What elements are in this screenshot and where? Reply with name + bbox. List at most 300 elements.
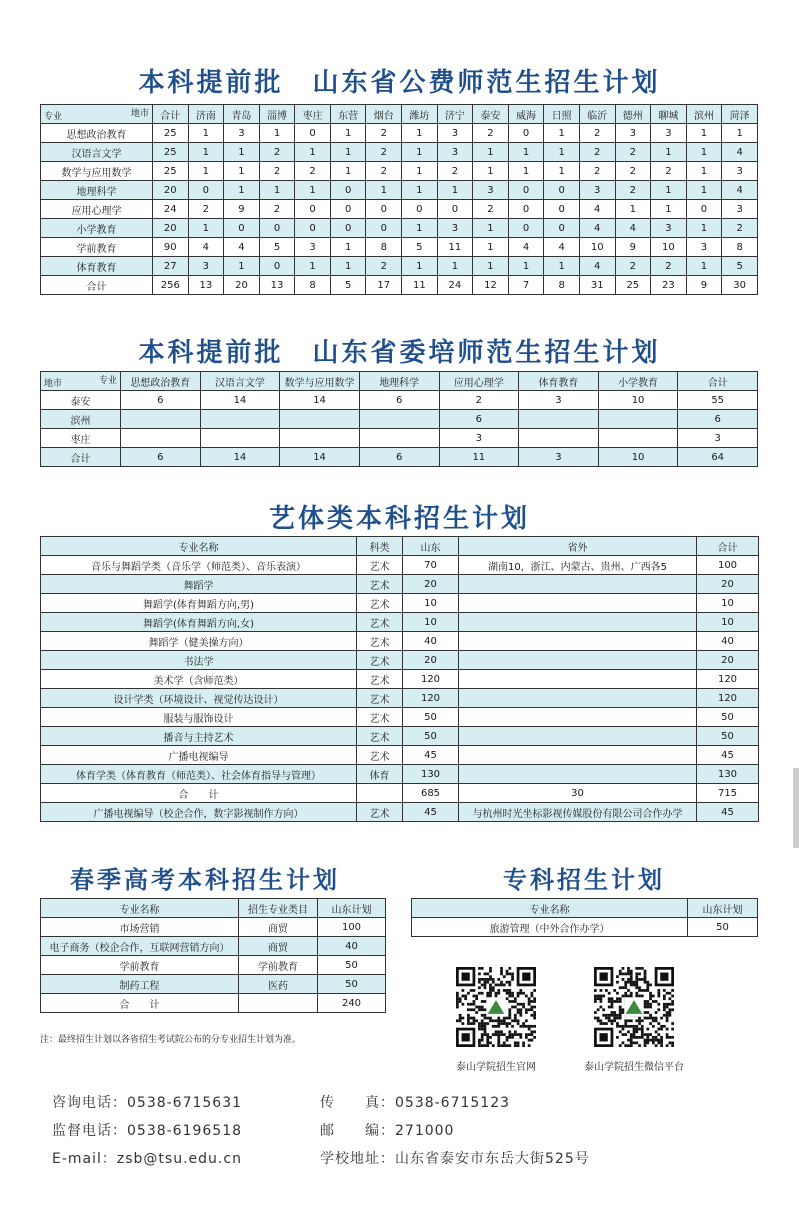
supervise-phone: 监督电话：0538-6196518	[52, 1123, 243, 1139]
table-cell: 1	[508, 257, 544, 276]
table-cell: 1	[188, 143, 224, 162]
table-cell: 1	[473, 219, 509, 238]
zip-code: 邮 编：271000	[320, 1123, 455, 1139]
table-cell: 1	[544, 257, 580, 276]
qr-label-wechat: 泰山学院招生微信平台	[584, 1062, 684, 1073]
table-cell: 8	[295, 276, 331, 295]
table-cell: 2	[579, 124, 615, 143]
table-cell: 0	[544, 200, 580, 219]
table-cell: 服装与服饰设计	[41, 708, 357, 727]
table-cell: 3	[295, 238, 331, 257]
table-cell: 1	[224, 162, 260, 181]
table-cell: 0	[330, 219, 366, 238]
commissioned-normal-plan-table	[40, 371, 758, 467]
section3-title: 艺体类本科招生计划	[268, 504, 530, 534]
table-cell: 0	[295, 219, 331, 238]
table-cell: 5	[402, 238, 438, 257]
table-row	[41, 448, 758, 467]
table-cell: 2	[615, 143, 651, 162]
table-cell: 3	[224, 124, 260, 143]
table-row	[41, 803, 759, 822]
table-cell: 12	[473, 276, 509, 295]
table-cell: 1	[686, 257, 722, 276]
table-cell: 14	[200, 391, 280, 410]
table-cell: 电子商务（校企合作，互联网营销方向）	[41, 937, 239, 956]
table-cell: 3	[439, 429, 519, 448]
table-cell: 5	[330, 276, 366, 295]
table-cell: 2	[615, 162, 651, 181]
table-cell: 14	[280, 391, 360, 410]
table-cell: 0	[508, 124, 544, 143]
section2-title: 本科提前批 山东省委培师范生招生计划	[138, 338, 661, 368]
row-label: 应用心理学	[41, 200, 153, 219]
table-cell	[121, 429, 201, 448]
table-cell: 1	[651, 143, 687, 162]
table-row	[41, 200, 758, 219]
table-row	[41, 651, 759, 670]
table-cell: 4	[722, 181, 758, 200]
column-header: 济南	[188, 105, 224, 124]
table-cell: 8	[544, 276, 580, 295]
table-cell: 20	[403, 651, 459, 670]
table-cell: 0	[544, 181, 580, 200]
table-cell: 1	[686, 124, 722, 143]
junior-college-plan-table	[411, 898, 758, 937]
table-cell: 120	[403, 689, 459, 708]
table-cell: 1	[366, 181, 402, 200]
column-header: 专业名称	[41, 899, 239, 918]
table-cell: 45	[697, 803, 759, 822]
table-cell: 4	[508, 238, 544, 257]
table-cell: 3	[722, 162, 758, 181]
table-cell: 31	[579, 276, 615, 295]
column-header: 数学与应用数学	[280, 372, 360, 391]
table-cell: 艺术	[357, 575, 403, 594]
table-cell: 1	[330, 162, 366, 181]
table-cell: 50	[318, 956, 386, 975]
table-cell: 50	[697, 708, 759, 727]
table-cell: 1	[259, 124, 295, 143]
row-label: 数学与应用数学	[41, 162, 153, 181]
table-cell: 3	[519, 448, 599, 467]
table-cell: 1	[295, 143, 331, 162]
row-label: 合计	[41, 276, 153, 295]
table-cell: 0	[544, 219, 580, 238]
table-cell	[459, 613, 697, 632]
table-cell: 制药工程	[41, 975, 239, 994]
table-cell: 10	[598, 448, 678, 467]
table-cell: 6	[121, 448, 201, 467]
table-cell: 1	[330, 238, 366, 257]
table-cell: 1	[188, 219, 224, 238]
table-cell: 14	[280, 448, 360, 467]
table-row	[41, 391, 758, 410]
table-cell: 17	[366, 276, 402, 295]
table-row	[41, 594, 759, 613]
table-cell: 艺术	[357, 613, 403, 632]
table-row	[41, 181, 758, 200]
table-cell: 6	[121, 391, 201, 410]
table-row	[41, 746, 759, 765]
table-cell: 2	[259, 200, 295, 219]
table-cell: 25	[615, 276, 651, 295]
table-cell: 1	[437, 257, 473, 276]
row-label: 小学教育	[41, 219, 153, 238]
table-cell: 20	[697, 575, 759, 594]
table-cell: 学前教育	[41, 956, 239, 975]
table-row	[41, 937, 386, 956]
email: E-mail：zsb@tsu.edu.cn	[52, 1151, 242, 1167]
column-header: 潍坊	[402, 105, 438, 124]
table-cell: 旅游管理（中外合作办学）	[412, 918, 688, 937]
table-cell: 13	[188, 276, 224, 295]
table-row	[41, 410, 758, 429]
table-cell: 0	[224, 219, 260, 238]
table-cell: 0	[402, 200, 438, 219]
table-cell: 70	[403, 556, 459, 575]
table-cell	[459, 632, 697, 651]
table-cell: 0	[259, 219, 295, 238]
table-cell: 1	[402, 124, 438, 143]
column-header: 山东计划	[318, 899, 386, 918]
table-row	[41, 613, 759, 632]
table-cell: 医药	[239, 975, 318, 994]
table-cell	[459, 727, 697, 746]
table-cell: 10	[598, 391, 678, 410]
table-cell: 30	[722, 276, 758, 295]
table-cell: 设计学类（环境设计、视觉传达设计）	[41, 689, 357, 708]
table-cell: 艺术	[357, 727, 403, 746]
table-cell: 6	[359, 391, 439, 410]
table-cell: 7	[508, 276, 544, 295]
table-cell: 1	[544, 162, 580, 181]
table-cell: 20	[224, 276, 260, 295]
table-cell	[459, 746, 697, 765]
table-cell: 1	[259, 181, 295, 200]
column-header: 济宁	[437, 105, 473, 124]
table-cell: 0	[686, 200, 722, 219]
column-header: 合计	[697, 537, 759, 556]
table-cell	[459, 651, 697, 670]
table-cell: 3	[615, 124, 651, 143]
table-cell: 2	[615, 257, 651, 276]
table-cell: 130	[697, 765, 759, 784]
table-row	[41, 556, 759, 575]
column-header: 枣庄	[295, 105, 331, 124]
table-cell: 艺术	[357, 651, 403, 670]
table-cell: 45	[697, 746, 759, 765]
table-cell	[239, 994, 318, 1013]
table-cell: 2	[722, 219, 758, 238]
table-cell: 4	[579, 257, 615, 276]
art-sports-plan-table	[40, 536, 759, 822]
qr-code-official-site[interactable]	[456, 967, 536, 1047]
table-cell: 1	[330, 143, 366, 162]
qr-label-official-site: 泰山学院招生官网	[456, 1062, 536, 1073]
table-row	[41, 162, 758, 181]
table-cell: 学前教育	[239, 956, 318, 975]
table-cell: 100	[318, 918, 386, 937]
table-row	[41, 575, 759, 594]
table-cell: 2	[295, 162, 331, 181]
column-header: 山东计划	[688, 899, 758, 918]
table-cell: 20	[153, 219, 189, 238]
table-cell: 3	[722, 200, 758, 219]
column-header: 小学教育	[598, 372, 678, 391]
table-cell: 20	[153, 181, 189, 200]
column-header: 应用心理学	[439, 372, 519, 391]
table-row	[41, 632, 759, 651]
table-cell: 1	[402, 162, 438, 181]
table-cell: 商贸	[239, 918, 318, 937]
column-header: 专业名称	[412, 899, 688, 918]
table-cell: 45	[403, 746, 459, 765]
row-label: 体育教育	[41, 257, 153, 276]
table-cell: 1	[722, 124, 758, 143]
table-cell: 1	[651, 181, 687, 200]
table-cell: 9	[224, 200, 260, 219]
table-cell: 1	[402, 257, 438, 276]
table-cell: 0	[259, 257, 295, 276]
table-cell: 2	[188, 200, 224, 219]
table-cell: 3	[473, 181, 509, 200]
column-header: 滨州	[686, 105, 722, 124]
table-corner-cell	[41, 105, 153, 124]
table-cell: 11	[437, 238, 473, 257]
column-header: 地理科学	[359, 372, 439, 391]
table-cell: 10	[697, 613, 759, 632]
table-cell: 1	[402, 143, 438, 162]
table-cell: 3	[651, 124, 687, 143]
table-cell: 20	[403, 575, 459, 594]
table-cell: 艺术	[357, 708, 403, 727]
table-cell: 3	[519, 391, 599, 410]
table-cell: 1	[224, 143, 260, 162]
public-normal-plan-table	[40, 104, 758, 295]
column-header: 汉语言文学	[200, 372, 280, 391]
table-cell	[598, 429, 678, 448]
column-header: 专业名称	[41, 537, 357, 556]
table-row	[41, 670, 759, 689]
column-header: 威海	[508, 105, 544, 124]
table-cell	[459, 689, 697, 708]
table-cell: 湖南10，浙江、内蒙古、贵州、广西各5	[459, 556, 697, 575]
section4-title: 春季高考本科招生计划	[70, 866, 340, 894]
table-row	[41, 975, 386, 994]
table-cell: 0	[330, 181, 366, 200]
table-cell: 艺术	[357, 632, 403, 651]
table-cell: 4	[579, 200, 615, 219]
table-cell: 55	[678, 391, 758, 410]
table-row	[41, 708, 759, 727]
table-cell: 市场营销	[41, 918, 239, 937]
table-cell: 4	[544, 238, 580, 257]
table-cell: 4	[615, 219, 651, 238]
table-cell: 30	[459, 784, 697, 803]
table-cell: 1	[330, 124, 366, 143]
table-cell: 2	[366, 124, 402, 143]
corner-label-top: 地市	[130, 109, 149, 119]
table-row	[41, 124, 758, 143]
table-cell: 体育	[357, 765, 403, 784]
table-row	[41, 765, 759, 784]
table-cell: 6	[439, 410, 519, 429]
column-header: 体育教育	[519, 372, 599, 391]
table-row	[41, 994, 386, 1013]
table-cell	[359, 410, 439, 429]
table-cell: 50	[688, 918, 758, 937]
table-cell: 3	[686, 238, 722, 257]
table-cell: 685	[403, 784, 459, 803]
table-cell: 0	[508, 219, 544, 238]
table-cell: 25	[153, 143, 189, 162]
table-row	[41, 727, 759, 746]
table-cell: 1	[473, 238, 509, 257]
column-header: 合计	[153, 105, 189, 124]
table-cell: 3	[651, 219, 687, 238]
table-row	[41, 257, 758, 276]
table-cell: 2	[579, 143, 615, 162]
table-cell	[519, 429, 599, 448]
table-cell: 1	[473, 162, 509, 181]
table-cell: 体育学类（体育教育（师范类）、社会体育指导与管理）	[41, 765, 357, 784]
table-cell: 1	[330, 257, 366, 276]
table-cell: 1	[295, 181, 331, 200]
table-cell: 2	[366, 143, 402, 162]
table-cell	[598, 410, 678, 429]
table-cell: 1	[402, 181, 438, 200]
corner-label-bottom: 地市	[44, 379, 63, 389]
table-cell: 120	[697, 670, 759, 689]
table-cell: 40	[318, 937, 386, 956]
table-cell: 0	[366, 200, 402, 219]
table-cell: 1	[402, 219, 438, 238]
row-label: 学前教育	[41, 238, 153, 257]
section1-title: 本科提前批 山东省公费师范生招生计划	[138, 68, 661, 98]
table-cell: 3	[437, 143, 473, 162]
table-cell: 商贸	[239, 937, 318, 956]
table-cell: 90	[153, 238, 189, 257]
row-label: 地理科学	[41, 181, 153, 200]
table-cell: 1	[686, 181, 722, 200]
qr-code-wechat[interactable]	[594, 967, 674, 1047]
table-cell: 0	[330, 200, 366, 219]
table-cell: 合 计	[41, 784, 357, 803]
table-cell: 9	[686, 276, 722, 295]
table-cell: 14	[200, 448, 280, 467]
table-row	[41, 689, 759, 708]
table-cell: 1	[544, 143, 580, 162]
table-cell: 45	[403, 803, 459, 822]
table-cell: 6	[359, 448, 439, 467]
table-cell: 广播电视编导（校企合作，数字影视制作方向）	[41, 803, 357, 822]
table-cell: 24	[437, 276, 473, 295]
table-cell: 10	[651, 238, 687, 257]
section5-title: 专科招生计划	[503, 866, 665, 894]
column-header: 日照	[544, 105, 580, 124]
spring-exam-plan-table	[40, 898, 386, 1013]
table-cell: 1	[615, 200, 651, 219]
table-cell: 1	[686, 162, 722, 181]
table-cell	[357, 784, 403, 803]
table-cell: 1	[295, 257, 331, 276]
table-cell: 120	[403, 670, 459, 689]
table-cell: 50	[403, 727, 459, 746]
table-cell: 1	[508, 162, 544, 181]
column-header: 山东	[403, 537, 459, 556]
table-cell: 2	[366, 162, 402, 181]
table-cell: 美术学（含师范类）	[41, 670, 357, 689]
table-cell: 6	[678, 410, 758, 429]
column-header: 淄博	[259, 105, 295, 124]
table-cell: 0	[508, 181, 544, 200]
table-row	[41, 429, 758, 448]
table-cell: 715	[697, 784, 759, 803]
table-corner-cell	[41, 372, 121, 391]
table-cell	[359, 429, 439, 448]
table-cell	[200, 410, 280, 429]
table-cell: 艺术	[357, 670, 403, 689]
table-cell: 27	[153, 257, 189, 276]
table-cell: 舞蹈学（健美操方向）	[41, 632, 357, 651]
row-label: 滨州	[41, 410, 121, 429]
table-cell: 50	[403, 708, 459, 727]
table-cell: 130	[403, 765, 459, 784]
table-cell: 120	[697, 689, 759, 708]
table-cell	[280, 429, 360, 448]
table-cell: 50	[697, 727, 759, 746]
table-cell: 8	[722, 238, 758, 257]
column-header: 泰安	[473, 105, 509, 124]
table-cell: 25	[153, 124, 189, 143]
footnote: 注：最终招生计划以各省招生考试院公布的分专业招生计划为准。	[40, 1035, 302, 1045]
column-header: 临沂	[579, 105, 615, 124]
consult-phone: 咨询电话：0538-6715631	[52, 1095, 243, 1111]
column-header: 菏泽	[722, 105, 758, 124]
table-cell: 40	[403, 632, 459, 651]
table-cell: 书法学	[41, 651, 357, 670]
table-cell: 0	[188, 181, 224, 200]
table-cell: 3	[437, 219, 473, 238]
table-row	[41, 219, 758, 238]
fax: 传 真：0538-6715123	[320, 1095, 511, 1111]
table-cell: 10	[697, 594, 759, 613]
table-cell: 2	[651, 162, 687, 181]
column-header: 招生专业类目	[239, 899, 318, 918]
table-row	[41, 956, 386, 975]
table-cell: 50	[318, 975, 386, 994]
table-cell: 1	[224, 257, 260, 276]
table-cell: 2	[651, 257, 687, 276]
table-cell: 240	[318, 994, 386, 1013]
table-cell: 艺术	[357, 689, 403, 708]
table-cell: 2	[366, 257, 402, 276]
table-cell: 20	[697, 651, 759, 670]
table-cell: 3	[678, 429, 758, 448]
table-cell: 2	[259, 143, 295, 162]
corner-label-bottom: 专业	[44, 112, 63, 122]
table-cell: 10	[579, 238, 615, 257]
table-cell: 2	[579, 162, 615, 181]
table-cell	[280, 410, 360, 429]
column-header: 思想政治教育	[121, 372, 201, 391]
table-cell: 100	[697, 556, 759, 575]
table-cell: 2	[473, 200, 509, 219]
table-cell	[519, 410, 599, 429]
table-cell: 1	[544, 124, 580, 143]
table-row	[41, 276, 758, 295]
table-cell: 播音与主持艺术	[41, 727, 357, 746]
